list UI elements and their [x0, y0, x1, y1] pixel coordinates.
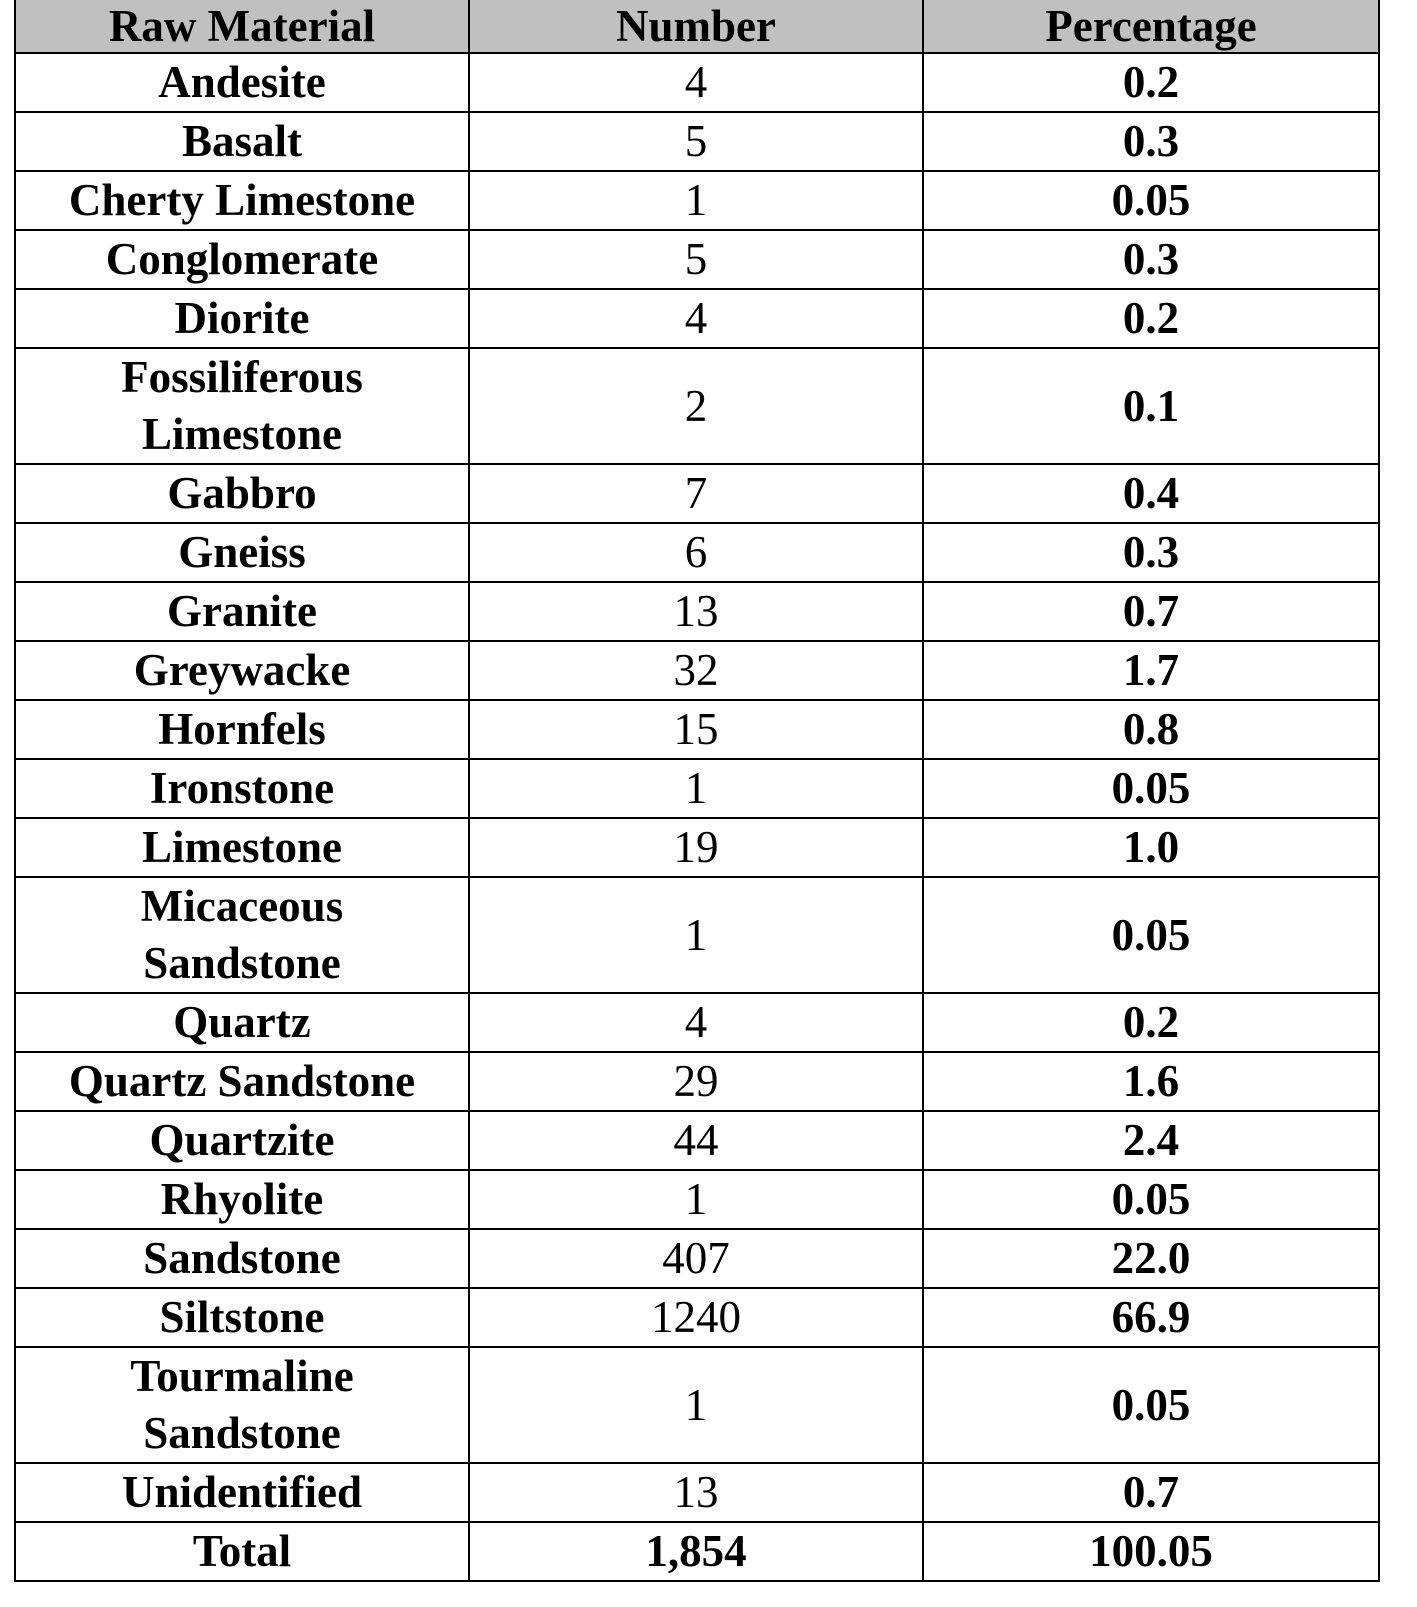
header-raw-material: Raw Material: [15, 0, 469, 53]
number-cell: 4: [469, 53, 923, 112]
number-cell: 1,854: [469, 1522, 923, 1581]
number-cell: 6: [469, 523, 923, 582]
table-row: [15, 818, 1379, 877]
percentage-cell: 0.4: [923, 464, 1379, 523]
number-cell: 13: [469, 582, 923, 641]
table-row: [15, 1111, 1379, 1170]
material-cell: Diorite: [15, 289, 469, 348]
percentage-cell: 66.9: [923, 1288, 1379, 1347]
number-cell: 7: [469, 464, 923, 523]
number-cell: 19: [469, 818, 923, 877]
material-cell: Total: [15, 1522, 469, 1581]
number-cell: 5: [469, 230, 923, 289]
table-row: [15, 582, 1379, 641]
number-cell: 13: [469, 1463, 923, 1522]
number-cell: 4: [469, 289, 923, 348]
material-cell: Gneiss: [15, 523, 469, 582]
material-cell: Micaceous Sandstone: [15, 877, 469, 993]
material-cell: Tourmaline Sandstone: [15, 1347, 469, 1463]
table-row: [15, 759, 1379, 818]
number-cell: 407: [469, 1229, 923, 1288]
material-cell: Siltstone: [15, 1288, 469, 1347]
header-row: [15, 0, 1379, 53]
number-cell: 1: [469, 171, 923, 230]
percentage-cell: 2.4: [923, 1111, 1379, 1170]
percentage-cell: 0.05: [923, 171, 1379, 230]
number-cell: 32: [469, 641, 923, 700]
number-cell: 1: [469, 759, 923, 818]
percentage-cell: 1.6: [923, 1052, 1379, 1111]
table-row: [15, 53, 1379, 112]
number-cell: 2: [469, 348, 923, 464]
table-row: [15, 1463, 1379, 1522]
material-cell: Greywacke: [15, 641, 469, 700]
table-row: [15, 641, 1379, 700]
number-cell: 44: [469, 1111, 923, 1170]
percentage-cell: 0.2: [923, 289, 1379, 348]
percentage-cell: 0.7: [923, 1463, 1379, 1522]
number-cell: 1240: [469, 1288, 923, 1347]
total-row: [15, 1522, 1379, 1581]
table-row: [15, 1052, 1379, 1111]
material-cell: Hornfels: [15, 700, 469, 759]
number-cell: 1: [469, 1170, 923, 1229]
material-cell: Quartz Sandstone: [15, 1052, 469, 1111]
material-cell: Granite: [15, 582, 469, 641]
material-cell: Ironstone: [15, 759, 469, 818]
percentage-cell: 22.0: [923, 1229, 1379, 1288]
table-row: [15, 289, 1379, 348]
material-cell: Andesite: [15, 53, 469, 112]
table-row: [15, 1229, 1379, 1288]
percentage-cell: 0.3: [923, 523, 1379, 582]
percentage-cell: 100.05: [923, 1522, 1379, 1581]
material-cell: Sandstone: [15, 1229, 469, 1288]
table-row: [15, 877, 1379, 993]
percentage-cell: 0.1: [923, 348, 1379, 464]
percentage-cell: 0.05: [923, 877, 1379, 993]
percentage-cell: 0.05: [923, 1347, 1379, 1463]
number-cell: 29: [469, 1052, 923, 1111]
table-row: [15, 464, 1379, 523]
table-row: [15, 700, 1379, 759]
percentage-cell: 0.7: [923, 582, 1379, 641]
table-row: [15, 230, 1379, 289]
table-row: [15, 348, 1379, 464]
header-number: Number: [469, 0, 923, 53]
table-row: [15, 993, 1379, 1052]
header-percentage: Percentage: [923, 0, 1379, 53]
material-cell: Quartz: [15, 993, 469, 1052]
material-cell: Fossiliferous Limestone: [15, 348, 469, 464]
material-cell: Cherty Limestone: [15, 171, 469, 230]
percentage-cell: 0.05: [923, 759, 1379, 818]
material-cell: Basalt: [15, 112, 469, 171]
material-cell: Unidentified: [15, 1463, 469, 1522]
number-cell: 4: [469, 993, 923, 1052]
table-row: [15, 1347, 1379, 1463]
table-row: [15, 171, 1379, 230]
number-cell: 5: [469, 112, 923, 171]
percentage-cell: 0.3: [923, 112, 1379, 171]
table-row: [15, 523, 1379, 582]
material-cell: Rhyolite: [15, 1170, 469, 1229]
percentage-cell: 1.0: [923, 818, 1379, 877]
percentage-cell: 0.2: [923, 993, 1379, 1052]
table-row: [15, 112, 1379, 171]
number-cell: 1: [469, 1347, 923, 1463]
material-cell: Limestone: [15, 818, 469, 877]
number-cell: 15: [469, 700, 923, 759]
percentage-cell: 0.2: [923, 53, 1379, 112]
material-cell: Quartzite: [15, 1111, 469, 1170]
raw-material-table: [14, 0, 1380, 1582]
table-row: [15, 1170, 1379, 1229]
percentage-cell: 0.8: [923, 700, 1379, 759]
percentage-cell: 0.05: [923, 1170, 1379, 1229]
material-cell: Conglomerate: [15, 230, 469, 289]
number-cell: 1: [469, 877, 923, 993]
table-row: [15, 1288, 1379, 1347]
percentage-cell: 0.3: [923, 230, 1379, 289]
material-cell: Gabbro: [15, 464, 469, 523]
percentage-cell: 1.7: [923, 641, 1379, 700]
